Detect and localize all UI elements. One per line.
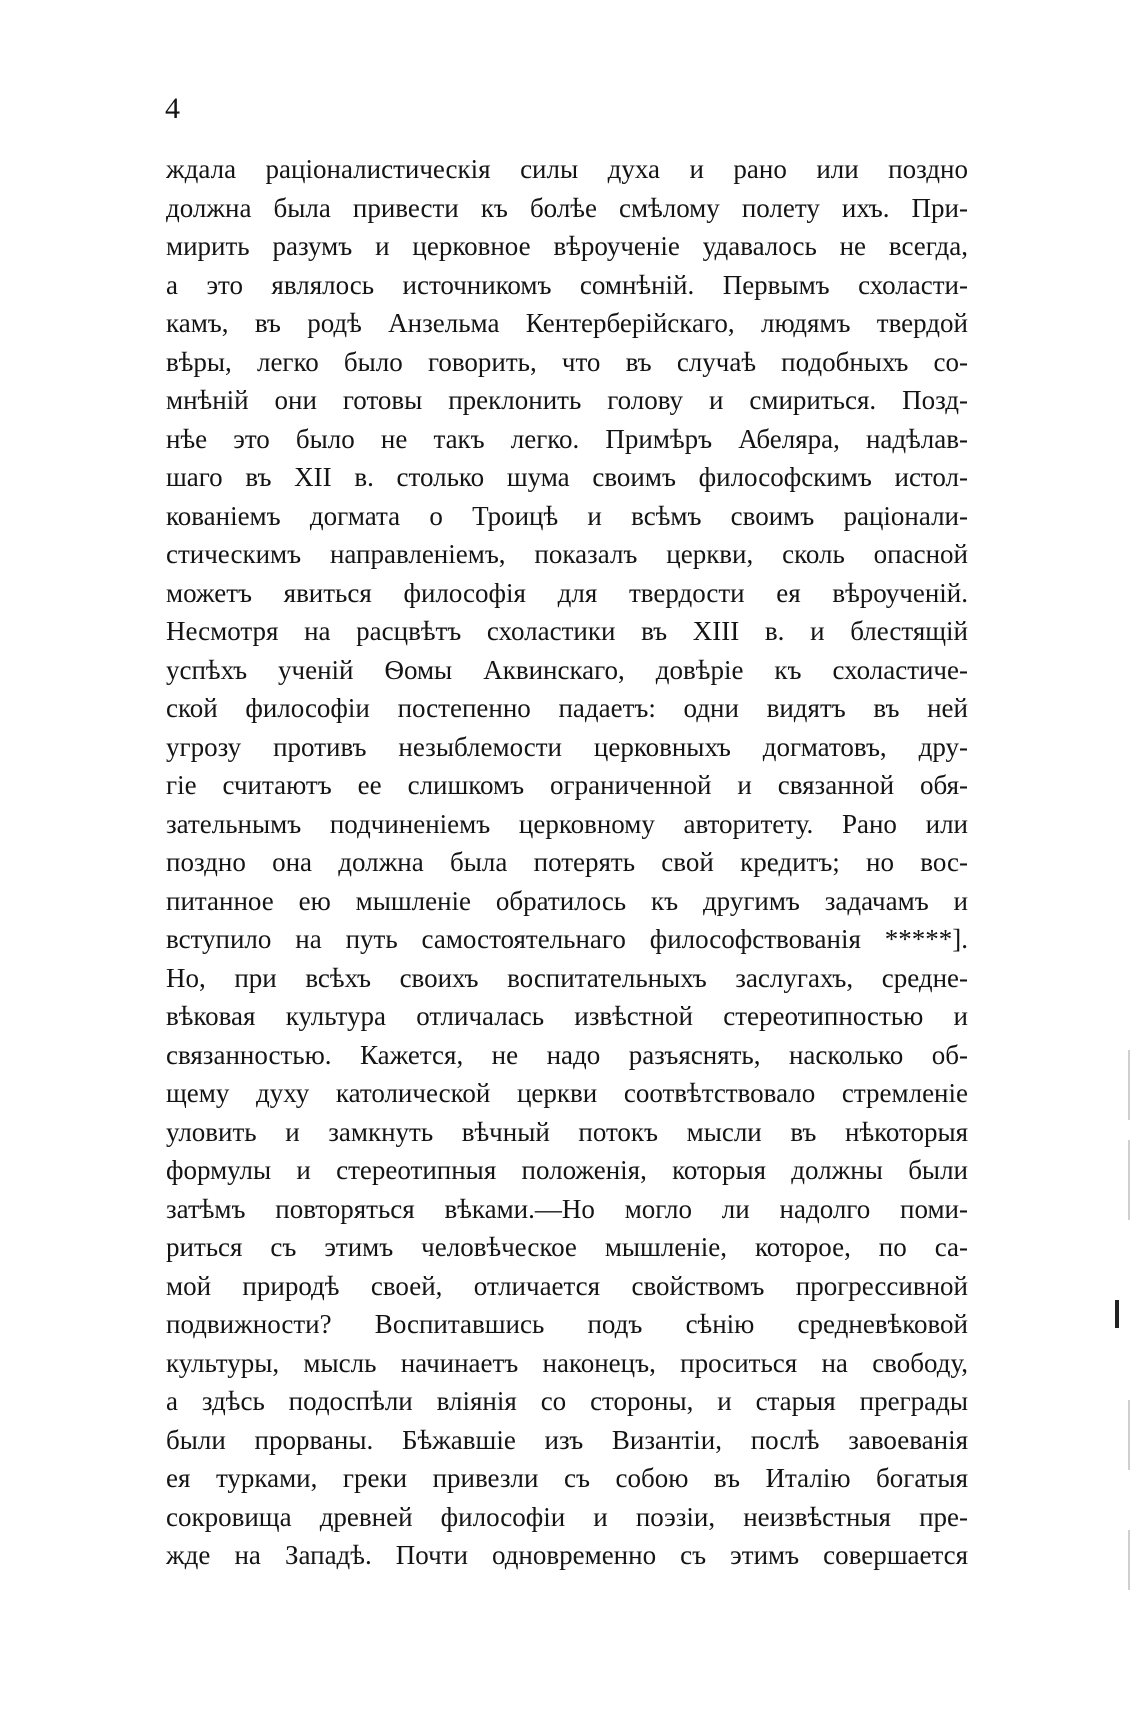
text-line: Но, при всѣхъ своихъ воспитательныхъ заслугахъ, средне- xyxy=(166,962,968,993)
text-line: щему духу католической церкви соотвѣтствовало стремленіе xyxy=(166,1078,968,1108)
text-line: нѣе это было не такъ легко. Примѣръ Абеляра, надѣлав- xyxy=(166,423,968,454)
text-line: зательнымъ подчиненіемъ церковному авторитету. Рано или xyxy=(166,808,968,839)
text-line: угрозу противъ незыблемости церковныхъ догматовъ, дру- xyxy=(166,731,968,762)
text-line: Несмотря на расцвѣтъ схоластики въ XIII в. и блестящій xyxy=(166,616,968,646)
text-line: формулы и стереотипныя положенія, которыя должны были xyxy=(166,1155,968,1185)
text-line: подвижности? Воспитавшись подъ сѣнію средневѣковой xyxy=(166,1309,968,1339)
text-line: вступило на путь самостоятельнаго философствованія *****]. xyxy=(166,924,968,954)
text-line: гіе считаютъ ее слишкомъ ограниченной и связанной обя- xyxy=(166,770,968,800)
text-line: успѣхъ ученій Ѳомы Аквинскаго, довѣріе къ схоластиче- xyxy=(166,654,968,685)
text-line: мнѣній они готовы преклонить голову и смириться. Позд- xyxy=(166,385,968,415)
text-line: а здѣсь подоспѣли вліянія со стороны, и старыя преграды xyxy=(166,1386,968,1416)
text-line: уловить и замкнуть вѣчный потокъ мысли въ нѣкоторыя xyxy=(166,1116,968,1147)
text-line: вѣры, легко было говорить, что въ случаѣ подобныхъ со- xyxy=(166,346,968,377)
page-number: 4 xyxy=(165,92,180,125)
text-line: связанностью. Кажется, не надо разъяснять, насколько об- xyxy=(166,1039,968,1070)
body-text xyxy=(166,150,968,1575)
text-line: были прорваны. Бѣжавшіе изъ Византіи, послѣ завоеванія xyxy=(166,1424,968,1455)
scan-margin-mark xyxy=(1128,1050,1130,1120)
text-line: ждала раціоналистическія силы духа и рано или поздно xyxy=(166,154,968,184)
text-line: культуры, мысль начинаетъ наконецъ, проситься на свободу, xyxy=(166,1347,968,1378)
text-line: а это являлось источникомъ сомнѣній. Первымъ схоласти- xyxy=(166,269,968,300)
text-line: мирить разумъ и церковное вѣроученіе удавалось не всегда, xyxy=(166,231,968,261)
text-line: риться съ этимъ человѣческое мышленіе, которое, по са- xyxy=(166,1232,968,1262)
text-line: вѣковая культура отличалась извѣстной стереотипностью и xyxy=(166,1001,968,1031)
scan-margin-tick xyxy=(1115,1300,1119,1328)
text-line: ской философіи постепенно падаетъ: одни видятъ въ ней xyxy=(166,693,968,723)
text-line: камъ, въ родѣ Анзельма Кентерберійскаго, людямъ твердой xyxy=(166,308,968,338)
scan-margin-mark xyxy=(1128,1140,1130,1220)
text-line: питанное ею мышленіе обратилось къ другимъ задачамъ и xyxy=(166,885,968,916)
text-line: мой природѣ своей, отличается свойствомъ прогрессивной xyxy=(166,1270,968,1301)
scan-margin-mark xyxy=(1128,1400,1130,1470)
text-line: ея турками, греки привезли съ собою въ Италію богатыя xyxy=(166,1463,968,1493)
text-line: шаго въ XII в. столько шума своимъ философскимъ истол- xyxy=(166,462,968,492)
text-line: сокровища древней философіи и поэзіи, неизвѣстныя пре- xyxy=(166,1501,968,1532)
text-line: кованіемъ догмата о Троицѣ и всѣмъ своимъ раціонали- xyxy=(166,500,968,531)
text-line: поздно она должна была потерять свой кредитъ; но вос- xyxy=(166,847,968,877)
text-line: затѣмъ повторяться вѣками.—Но могло ли надолго поми- xyxy=(166,1193,968,1224)
scan-margin-mark xyxy=(1128,1530,1130,1590)
text-line: должна была привести къ болѣе смѣлому полету ихъ. При- xyxy=(166,192,968,223)
text-line: можетъ явиться философія для твердости ея вѣроученій. xyxy=(166,577,968,608)
text-line: жде на Западѣ. Почти одновременно съ этимъ совершается xyxy=(166,1540,968,1570)
text-line: стическимъ направленіемъ, показалъ церкви, сколь опасной xyxy=(166,539,968,569)
